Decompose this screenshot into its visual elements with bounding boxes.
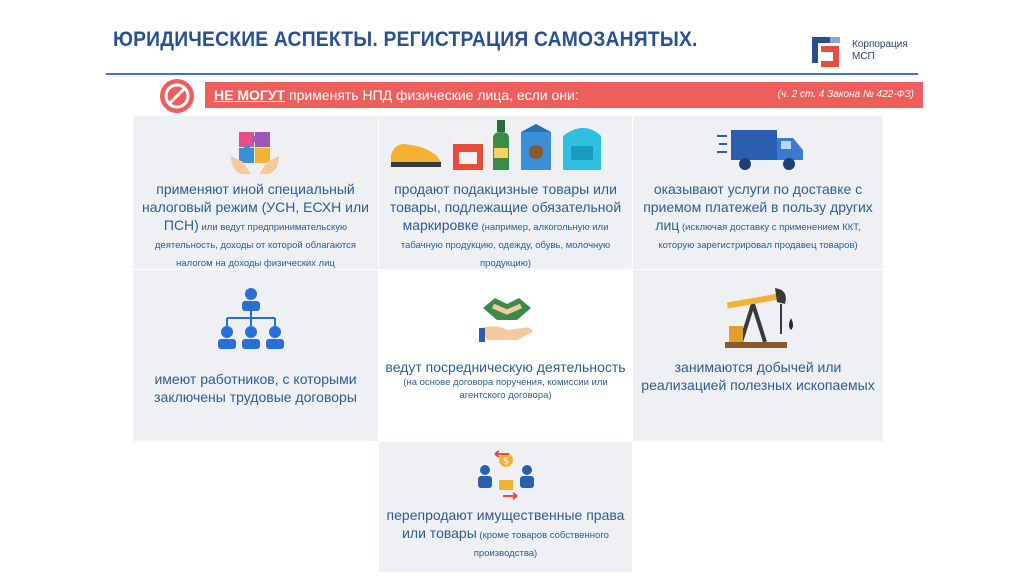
tile-minerals (633, 270, 883, 441)
tile-main-text: применяют иной специальный налоговый режим (УСН, ЕСХН или ПСН) (142, 181, 369, 233)
tile-main-text: ведут посредническую деятельность (385, 359, 626, 375)
tile-note: (исключая доставку с применением ККТ, которую зарегистрировал продавец товаров) (658, 222, 861, 251)
logo-text (852, 39, 908, 63)
corp-msp-logo-icon (808, 33, 846, 69)
banner-emphasis: НЕ МОГУТ (214, 87, 286, 103)
tile-employees-text (137, 370, 374, 406)
tile-employees (133, 270, 378, 441)
tile-note: (кроме товаров собственного производства) (473, 530, 609, 559)
resale-exchange-icon (475, 448, 537, 502)
tile-main-text: имеют работников, с которыми заключены трудовые договоры (154, 371, 357, 405)
logo-line-2: МСП (852, 51, 875, 62)
tile-excise-goods-text (383, 180, 628, 270)
tile-delivery-services (633, 116, 883, 269)
oil-pump-icon (719, 278, 799, 350)
excise-goods-icon (387, 118, 625, 174)
employees-hierarchy-icon (215, 286, 287, 356)
logo-line-1: Корпорация (852, 39, 908, 50)
header-divider (106, 73, 918, 75)
tile-main-text: оказывают услуги по доставке с приемом платежей в пользу других лиц (643, 181, 873, 233)
tile-resale (379, 442, 632, 572)
tile-other-tax-regime-text (137, 180, 374, 270)
svg-text:$: $ (502, 456, 510, 467)
tile-minerals-text (637, 358, 879, 394)
tile-main-text: перепродают имущественные права или товары (386, 507, 625, 541)
tile-intermediary (379, 270, 632, 441)
tile-delivery-services-text (637, 180, 879, 252)
delivery-truck-icon (717, 124, 807, 174)
banner-law-reference: (ч. 2 ст. 4 Закона № 422-ФЗ) (777, 89, 914, 100)
tile-main-text: продают подакцизные товары или товары, подлежащие обязательной маркировке (389, 181, 622, 233)
tile-other-tax-regime (133, 116, 378, 269)
prohibited-icon (159, 78, 195, 114)
corp-msp-logo (808, 33, 928, 69)
tile-note: (на основе договора поручения, комиссии или агентского договора) (403, 377, 608, 401)
tile-intermediary-text (383, 358, 628, 402)
tile-excise-goods (379, 116, 632, 269)
restriction-banner (205, 82, 923, 108)
puzzle-hands-icon (229, 126, 281, 176)
tile-main-text: занимаются добычей или реализацией полезных ископаемых (641, 359, 875, 393)
banner-text (214, 87, 579, 103)
handshake-deal-icon (477, 284, 537, 344)
tile-resale-text (383, 506, 628, 560)
slide-title: ЮРИДИЧЕСКИЕ АСПЕКТЫ. РЕГИСТРАЦИЯ САМОЗАНЯТЫХ. (113, 28, 698, 51)
tile-note: (например, алкогольную или табачную продукцию, одежду, обувь, молочную продукцию) (400, 222, 611, 269)
tile-note: или ведут предпринимательскую деятельность, доходы от которой облагаются налогом на доходы физических лиц (154, 222, 357, 269)
banner-main-text: применять НПД физические лица, если они: (285, 87, 579, 103)
